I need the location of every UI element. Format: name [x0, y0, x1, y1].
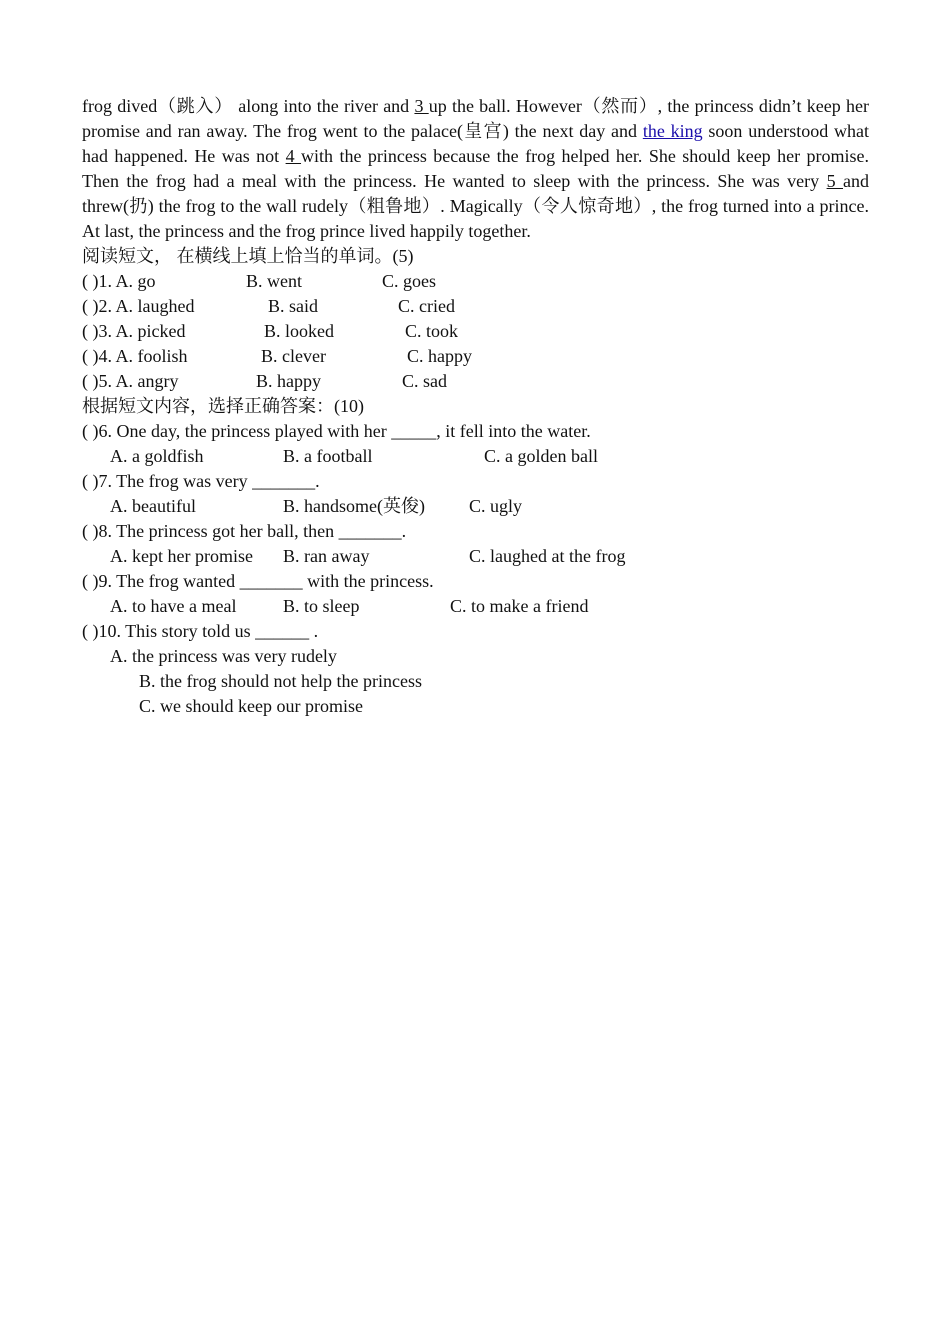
- question-10-option-b: B. the frog should not help the princess: [139, 671, 422, 691]
- question-5-option-b: B. happy: [256, 371, 321, 391]
- question-6-option-a: A. a goldfish: [110, 446, 204, 466]
- question-1-option-b: B. went: [246, 271, 302, 291]
- question-3: [82, 319, 869, 344]
- blank-3: 3: [414, 96, 429, 116]
- blank-5: 5: [826, 171, 843, 191]
- question-1: [82, 269, 869, 294]
- question-6-option-c: C. a golden ball: [484, 446, 598, 466]
- question-10: ( )10. This story told us ______ .: [82, 621, 319, 641]
- passage-text-3: soon understood what had happened. He was not: [82, 121, 869, 166]
- question-9-options: [82, 594, 869, 619]
- question-2: [82, 294, 869, 319]
- question-2-option-c: C. cried: [398, 296, 455, 316]
- question-9-option-b: B. to sleep: [283, 596, 360, 616]
- question-7-option-a: A. beautiful: [110, 496, 196, 516]
- question-3-option-a: ( )3. A. picked: [82, 321, 186, 341]
- passage-text-5: and threw(扔) the frog to the wall rudely（粗鲁地）. Magically（令人惊奇地）, the frog turned into a prince. At last, the princess and the frog prince lived happily together.: [82, 171, 869, 241]
- question-8: ( )8. The princess got her ball, then _______.: [82, 521, 407, 541]
- question-7: ( )7. The frog was very _______.: [82, 471, 320, 491]
- question-9-option-a: A. to have a meal: [110, 596, 237, 616]
- section1-instruction: 阅读短文， 在横线上填上恰当的单词。(5): [82, 246, 414, 266]
- question-6-option-b: B. a football: [283, 446, 373, 466]
- the-king-link[interactable]: the king: [642, 121, 703, 141]
- section2-instruction: 根据短文内容，选择正确答案：(10): [82, 396, 364, 416]
- question-8-option-b: B. ran away: [283, 546, 370, 566]
- question-1-option-a: ( )1. A. go: [82, 271, 156, 291]
- question-7-option-b: B. handsome(英俊): [283, 496, 425, 516]
- question-5: [82, 369, 869, 394]
- question-4-option-c: C. happy: [407, 346, 472, 366]
- question-6-options: [82, 444, 869, 469]
- question-8-options: [82, 544, 869, 569]
- passage-text-2: up the ball. However（然而）, the princess didn’t keep her promise and ran away. The frog went to the palace(皇宫) the next day and: [82, 96, 869, 141]
- question-5-option-a: ( )5. A. angry: [82, 371, 179, 391]
- question-1-option-c: C. goes: [382, 271, 436, 291]
- question-7-options: [82, 494, 869, 519]
- question-10-option-a: A. the princess was very rudely: [110, 646, 337, 666]
- question-8-option-c: C. laughed at the frog: [469, 546, 626, 566]
- question-10-option-c: C. we should keep our promise: [139, 696, 363, 716]
- question-3-option-b: B. looked: [264, 321, 334, 341]
- question-4-option-b: B. clever: [261, 346, 326, 366]
- question-3-option-c: C. took: [405, 321, 459, 341]
- question-2-option-a: ( )2. A. laughed: [82, 296, 195, 316]
- passage-text-4: with the princess because the frog helped her. She should keep her promise. Then the frog had a meal with the princess. He wanted to sleep with the princess. She was very: [82, 146, 870, 191]
- question-8-option-a: A. kept her promise: [110, 546, 253, 566]
- question-4-option-a: ( )4. A. foolish: [82, 346, 188, 366]
- question-6: ( )6. One day, the princess played with her _____, it fell into the water.: [82, 421, 591, 441]
- story-passage: [82, 94, 869, 244]
- question-4: [82, 344, 869, 369]
- question-9-option-c: C. to make a friend: [450, 596, 589, 616]
- passage-text-1: frog dived（跳入） along into the river and: [82, 96, 415, 116]
- question-2-option-b: B. said: [268, 296, 319, 316]
- question-5-option-c: C. sad: [402, 371, 447, 391]
- question-7-option-c: C. ugly: [469, 496, 523, 516]
- blank-4: 4: [285, 146, 302, 166]
- worksheet-page: [82, 94, 869, 719]
- question-9: ( )9. The frog wanted _______ with the princess.: [82, 571, 434, 591]
